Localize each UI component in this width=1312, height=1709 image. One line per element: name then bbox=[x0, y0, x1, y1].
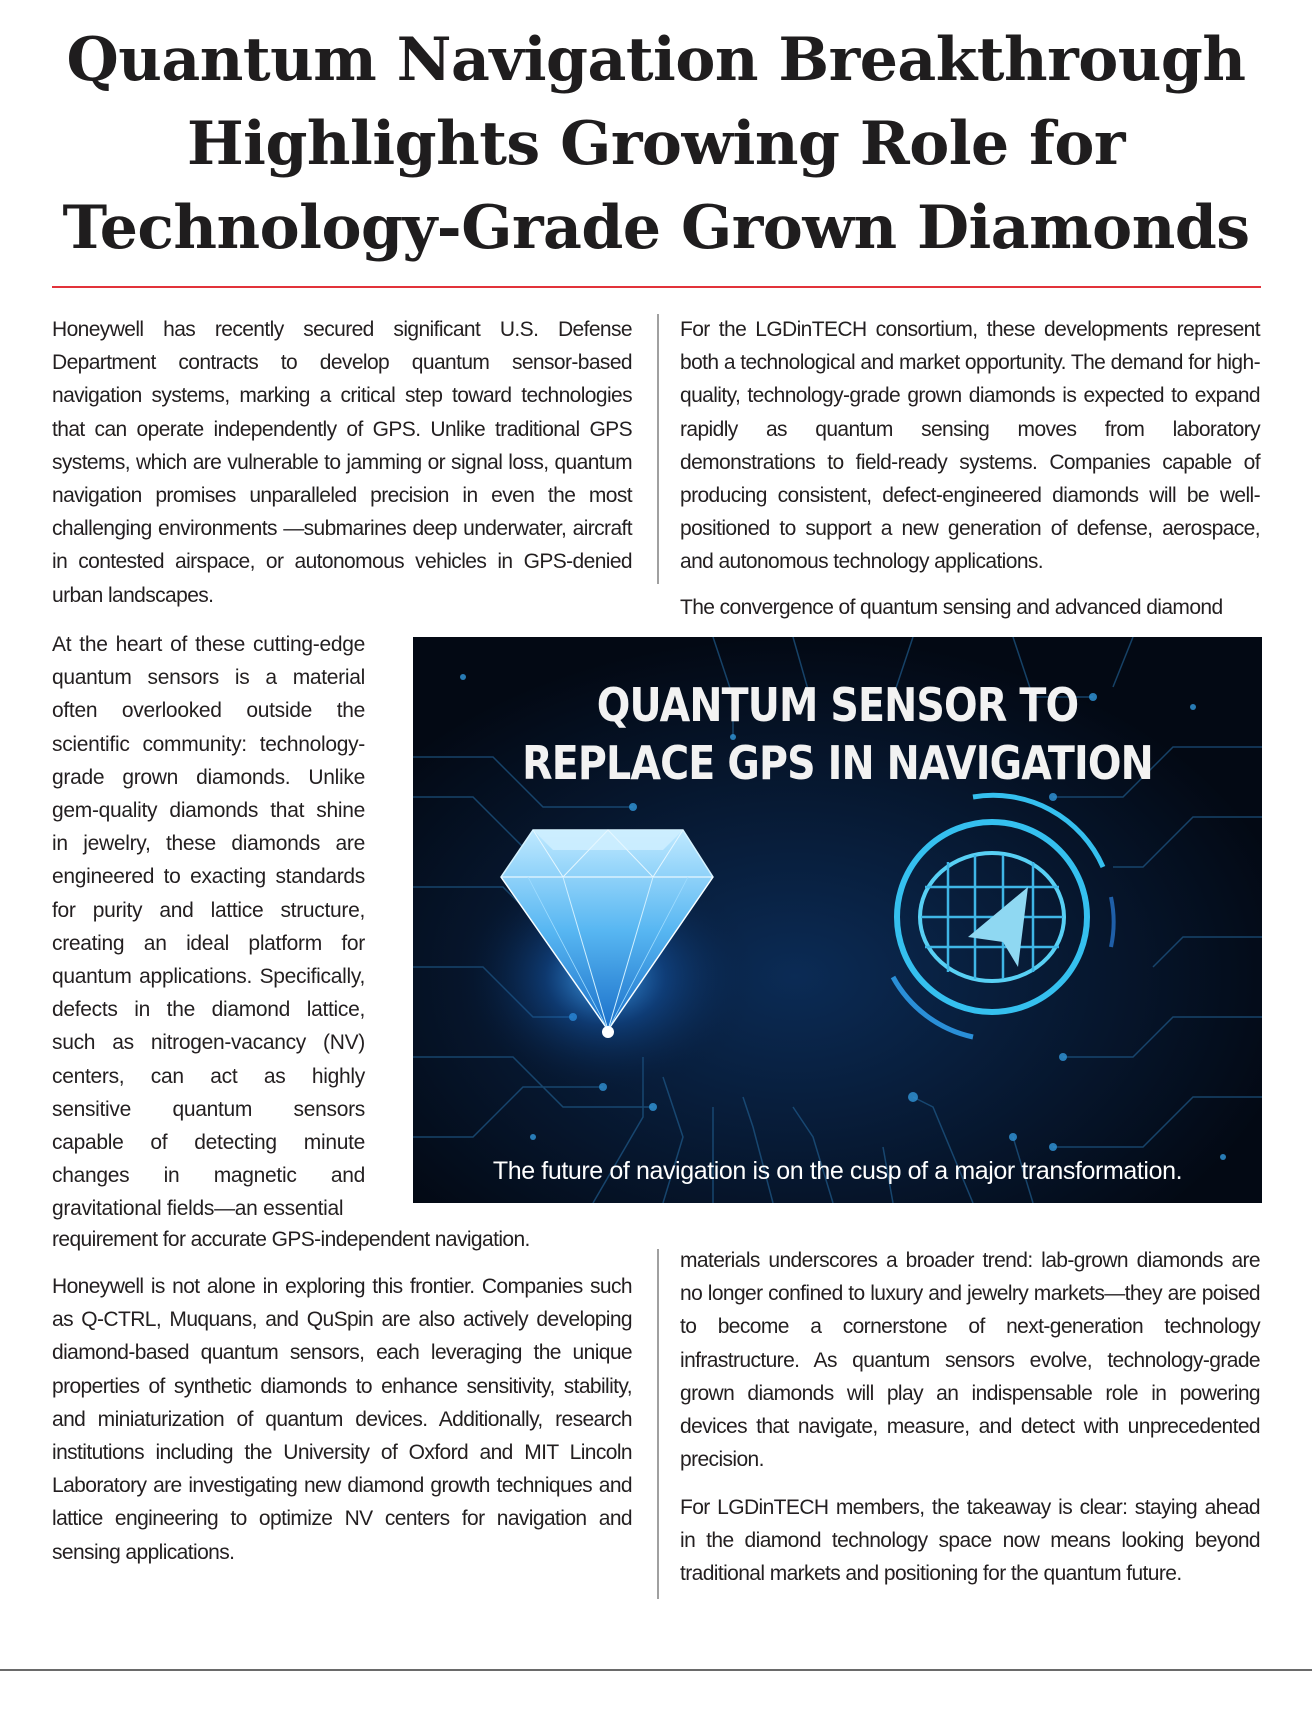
left-paragraph-2-end: requirement for accurate GPS-independent navigation. bbox=[52, 1228, 530, 1251]
page-bottom-rule bbox=[0, 1669, 1312, 1671]
title-line-3: Technology-Grade Grown Diamonds bbox=[62, 193, 1250, 263]
article-figure bbox=[413, 637, 1262, 1203]
left-paragraph-2: At the heart of these cutting-edge quantum sensors is a material often overlooked outside the scientific community: technology-grade grown diamonds. Unlike gem-quality diamonds that shine in jewelry, these diamonds are engineered to exacting standards for purity and lattice structure, creating an ideal platform for quantum applications. Specifically, defects in the diamond lattice, such as nitrogen-vacancy (NV) centers, can act as highly sensitive quantum sensors capable of detecting minute changes in magnetic and gravitational fields—an essential bbox=[52, 633, 365, 1221]
left-paragraph-1: Honeywell has recently secured significant U.S. Defense Department contracts to develop quantum sensor-based navigation systems, marking a critical step toward technologies that can operate independently of GPS. Unlike traditional GPS systems, which are vulnerable to jamming or signal loss, quantum navigation promises unparalleled precision in even the most challenging environments —submarines deep underwater, aircraft in contested airspace, or autonomous vehicles in GPS-denied urban landscapes. bbox=[52, 318, 632, 607]
right-paragraph-2-continued: materials underscores a broader trend: lab-grown diamonds are no longer confined to luxury and jewelry markets—they are poised to become a cornerstone of next-generation technology infrastructure. As quantum sensors evolve, technology-grade grown diamonds will play an indispensable role in powering devices that navigate, measure, and detect with unprecedented precision. bbox=[680, 1249, 1260, 1472]
column-divider-top bbox=[657, 314, 659, 584]
right-paragraph-1: For the LGDinTECH consortium, these developments represent both a technological and market opportunity. The demand for high-quality, technology-grade grown diamonds is expected to expand rapidly as quantum sensing moves from laboratory demonstrations to field-ready systems. Companies capable of producing consistent, defect-engineered diamonds will be well-positioned to support a new generation of defense, aerospace, and autonomous technology applications. bbox=[680, 318, 1260, 574]
title-line-2: Highlights Growing Role for bbox=[186, 109, 1126, 179]
figure-headline-line-1: QUANTUM SENSOR TO bbox=[596, 678, 1079, 732]
figure-headline-line-2: REPLACE GPS IN NAVIGATION bbox=[522, 736, 1153, 790]
title-line-1: Quantum Navigation Breakthrough bbox=[66, 25, 1246, 95]
left-paragraph-3: Honeywell is not alone in exploring this frontier. Companies such as Q-CTRL, Muquans, and QuSpin are also actively developing diamond-based quantum sensors, each leveraging the unique properties of synthetic diamonds to enhance sensitivity, stability, and miniaturization of quantum devices. Additionally, research institutions including the University of Oxford and MIT Lincoln Laboratory are investigating new diamond growth techniques and lattice engineering to optimize NV centers for navigation and sensing applications. bbox=[52, 1275, 632, 1564]
article-title bbox=[0, 18, 1312, 270]
right-paragraph-2-start: The convergence of quantum sensing and advanced diamond bbox=[680, 596, 1223, 619]
title-divider-rule bbox=[52, 286, 1261, 288]
figure-caption: The future of navigation is on the cusp of a major transformation. bbox=[492, 1157, 1183, 1185]
column-divider-bottom bbox=[657, 1249, 659, 1599]
right-paragraph-3: For LGDinTECH members, the takeaway is clear: staying ahead in the diamond technology space now means looking beyond traditional markets and positioning for the quantum future. bbox=[680, 1496, 1260, 1586]
